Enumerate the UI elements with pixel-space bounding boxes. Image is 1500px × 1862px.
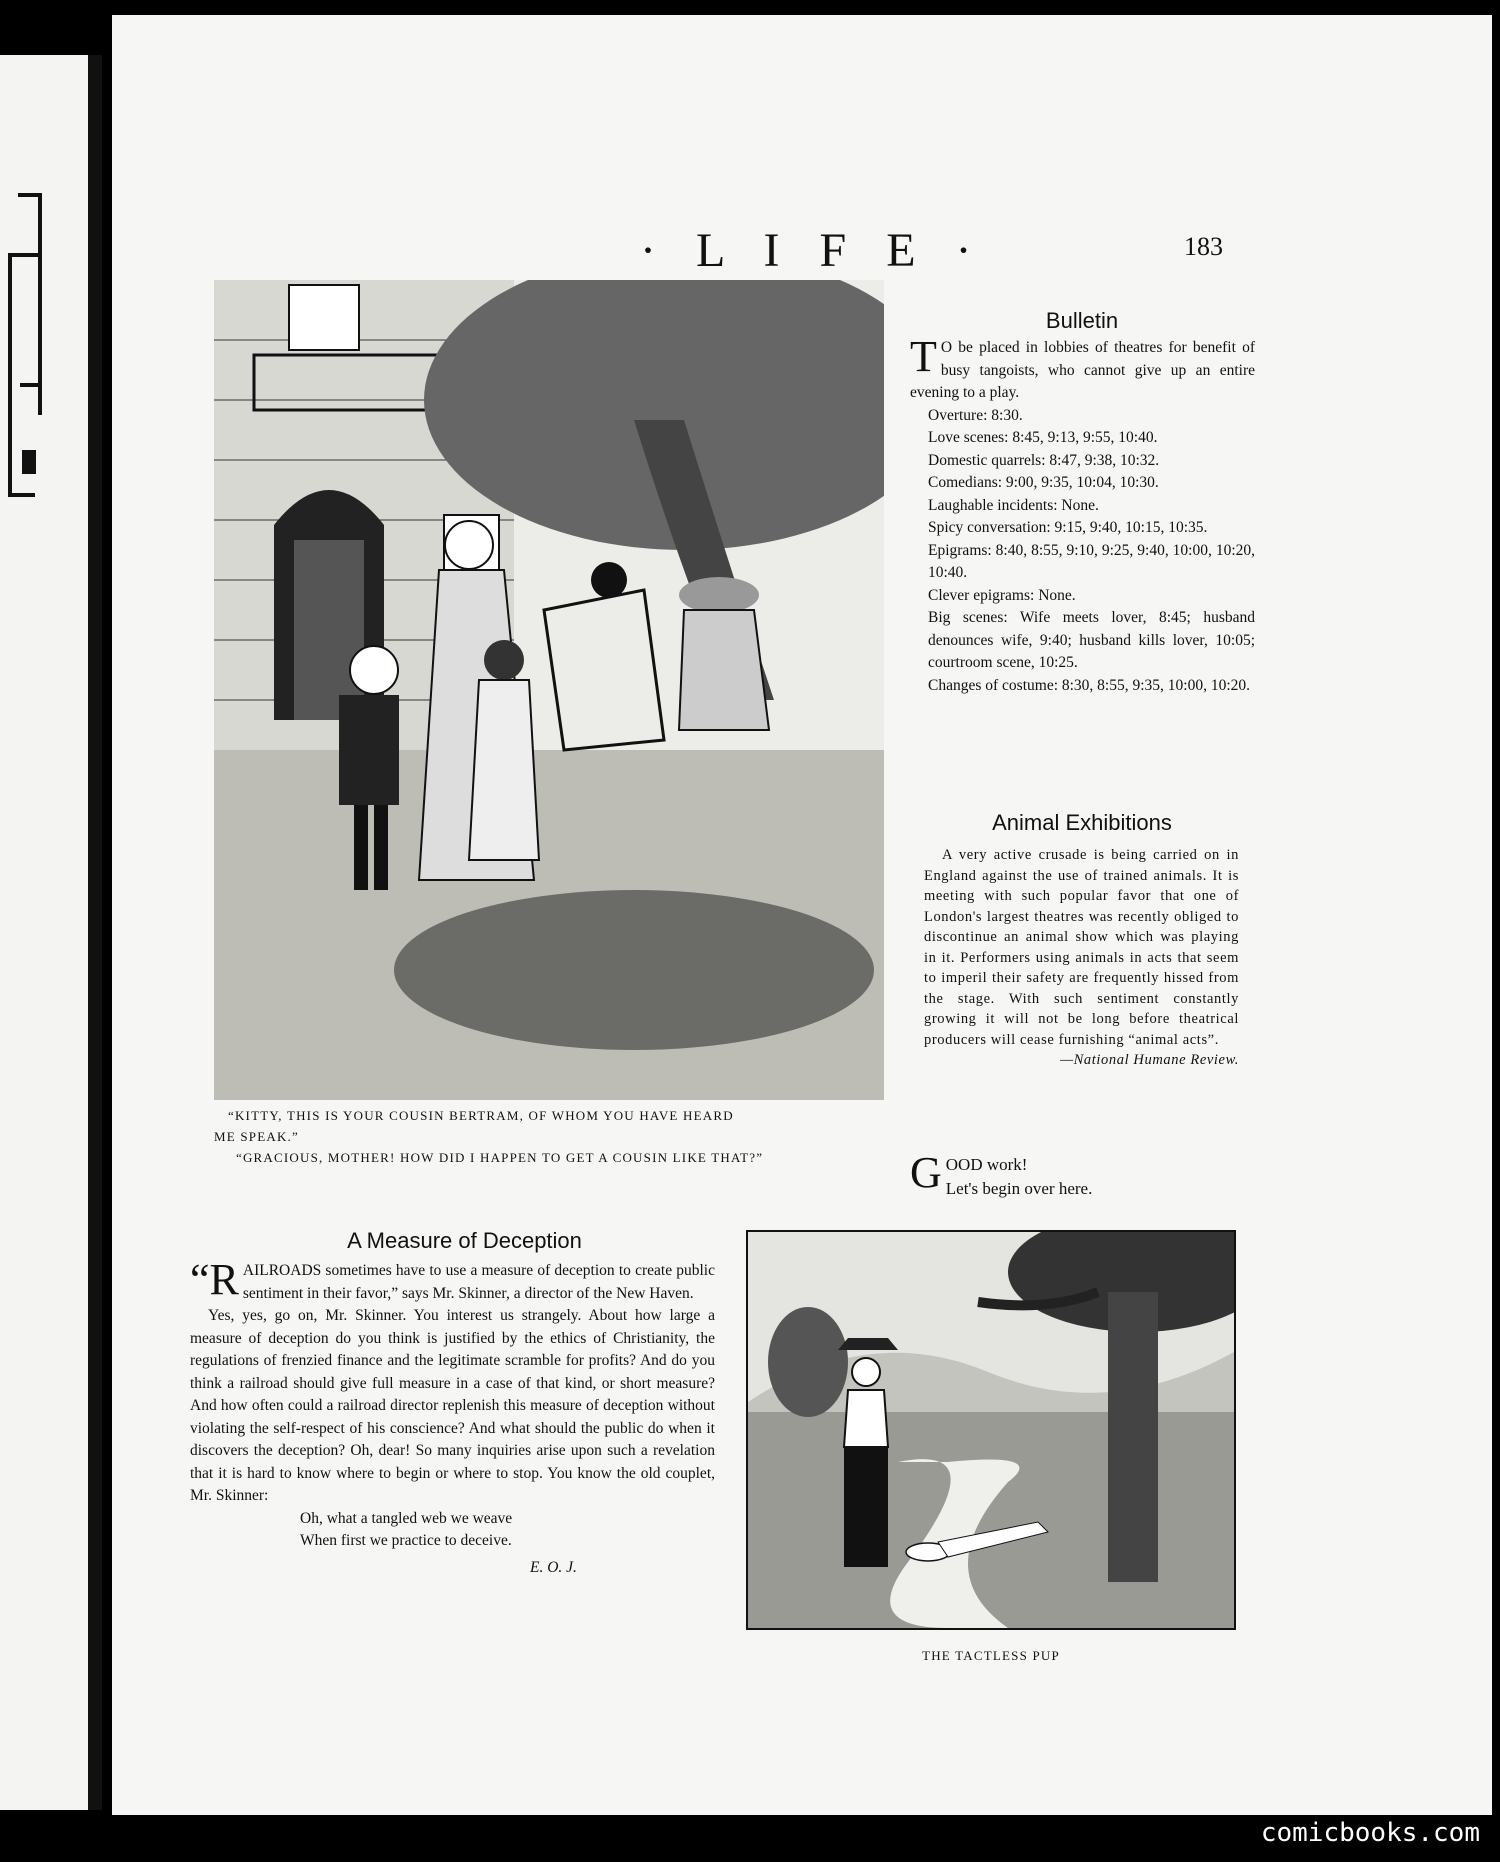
tactless-pup-caption: THE TACTLESS PUP <box>922 1648 1060 1663</box>
measure-signature: E. O. J. <box>530 1558 577 1576</box>
page-number: 183 <box>1184 232 1223 261</box>
good-work-line-2: Let's begin over here. <box>945 1179 1093 1198</box>
bulletin-line: Overture: 8:30. <box>928 406 1023 424</box>
bulletin-line: Epigrams: 8:40, 8:55, 9:10, 9:25, 9:40, 10:00, 10:20, 10:40. <box>928 541 1255 581</box>
good-work-dropcap: G <box>910 1148 942 1197</box>
bulletin-dropcap: T <box>910 332 937 381</box>
measure-body <box>190 1255 715 1579</box>
bulletin-line: Clever epigrams: None. <box>928 586 1076 604</box>
measure-title: A Measure of Deception <box>347 1228 582 1253</box>
caption-line-2: ME SPEAK.” <box>214 1129 299 1144</box>
measure-paragraph-1: AILROADS sometimes have to use a measure of deception to create public sentiment in their favor,” says Mr. Skinner, a director of the New Haven. <box>242 1262 715 1302</box>
bulletin-line: Changes of costume: 8:30, 8:55, 9:35, 10:00, 10:20. <box>928 676 1251 694</box>
top-illustration-caption <box>214 1105 884 1168</box>
verse-line-2: When first we practice to deceive. <box>300 1532 512 1549</box>
facing-page-illustration-fragment <box>0 55 92 1810</box>
good-work-line-1: OOD work! <box>945 1155 1028 1174</box>
caption-line-3: “GRACIOUS, MOTHER! HOW DID I HAPPEN TO GET A COUSIN LIKE THAT?” <box>236 1150 764 1165</box>
animal-exhibitions-title: Animal Exhibitions <box>992 810 1172 835</box>
bulletin-line: Big scenes: Wife meets lover, 8:45; husband denounces wife, 9:40; husband kills lover, 10:05; courtroom scene, 10:25. <box>928 609 1255 671</box>
bulletin-intro: O be placed in lobbies of theatres for benefit of busy tangoists, who cannot give up an entire evening to a play. <box>910 339 1255 401</box>
caption-line-1: “KITTY, THIS IS YOUR COUSIN BERTRAM, OF WHOM YOU HAVE HEARD <box>228 1108 734 1123</box>
garden-party-drawing <box>214 280 884 1100</box>
masthead: · L I F E · <box>640 224 986 277</box>
measure-dropcap: “R <box>190 1255 239 1304</box>
bulletin-line: Domestic quarrels: 8:47, 9:38, 10:32. <box>928 451 1160 469</box>
tactless-pup-drawing <box>748 1232 1234 1628</box>
watermark: comicbooks.com <box>1260 1818 1480 1848</box>
bulletin-body <box>910 332 1255 697</box>
bulletin-line: Laughable incidents: None. <box>928 496 1099 514</box>
animal-exhibitions-body <box>924 845 1239 1071</box>
good-work-note <box>910 1148 1255 1201</box>
bulletin-line: Spicy conversation: 9:15, 9:40, 10:15, 10:35. <box>928 519 1208 536</box>
facing-page <box>0 55 92 1810</box>
garden-party-illustration <box>214 280 884 1100</box>
measure-paragraph-2: Yes, yes, go on, Mr. Skinner. You interest us strangely. About how large a measure of deception do you think is justified by the ethics of Christianity, the regulations of frenzied finance and the legitimate scramble for profits? And do you think a railroad should give full measure in a case of that kind, or short measure? And how often could a railroad director replenish this measure of deception without violating the self-respect of his conscience? And what should the public do when it discovers the deception? Oh, dear! So many inquiries arise upon such a revelation that it is hard to know where to begin or where to stop. You know the old couplet, Mr. Skinner: <box>190 1307 715 1504</box>
animal-exhibitions-paragraph: A very active crusade is being carried on in England against the use of trained animals. It is meeting with such popular favor that one of London's largest theatres was recently obliged to discontinue an animal show which was playing in it. Performers using animals in acts that seem to imperil their safety are frequently hissed from the stage. With such sentiment constantly growing it will not be long before theatrical producers will cease furnishing “animal acts”. <box>924 847 1239 1048</box>
gutter <box>88 55 102 1810</box>
verse-line-1: Oh, what a tangled web we weave <box>300 1509 513 1527</box>
animal-exhibitions-source: —National Humane Review. <box>1060 1052 1239 1068</box>
bulletin-line: Love scenes: 8:45, 9:13, 9:55, 10:40. <box>928 429 1158 446</box>
tactless-pup-illustration <box>746 1230 1236 1630</box>
bulletin-title: Bulletin <box>1045 308 1119 333</box>
bulletin-line: Comedians: 9:00, 9:35, 10:04, 10:30. <box>928 474 1159 491</box>
magazine-page <box>112 15 1492 1815</box>
